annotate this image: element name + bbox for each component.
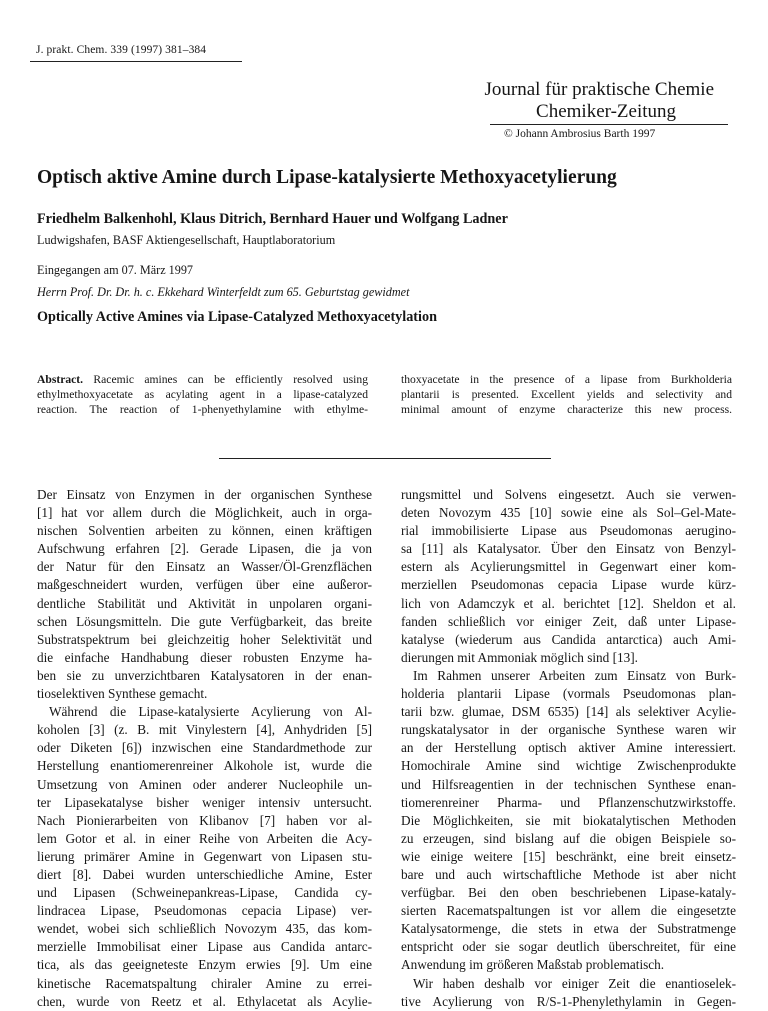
body-line: deten Novozym 435 [10] sowie eine als Sol–Gel-Mate- <box>401 505 736 521</box>
body-line: Aufschwung erfahren [2]. Gerade Lipasen, die ja von <box>37 541 372 557</box>
body-line: katalyse (wiederum aus Candida antarctica) auch Ami- <box>401 631 736 647</box>
affiliation: Ludwigshafen, BASF Aktiengesellschaft, Hauptlaboratorium <box>37 233 336 247</box>
body-line: holderia plantarii Lipase (vormals Pseudomonas plan- <box>401 686 736 702</box>
copyright-notice: © Johann Ambrosius Barth 1997 <box>504 128 656 140</box>
body-right-column <box>401 486 736 1011</box>
body-line: dentliche Stabilität und Aktivität in unpolaren organi- <box>37 595 372 611</box>
body-line: zu erzeugen, sind bislang auf die obigen Beispiele so- <box>401 830 736 846</box>
body-line: Nach Pionierarbeiten von Klibanov [7] haben vor al- <box>37 812 372 828</box>
body-line: kinetische Racematspaltung chiraler Amine zu errei- <box>37 975 372 991</box>
body-line: rungskatalysator in der organische Synthese waren wir <box>401 722 736 738</box>
body-line: ben sie zu unverzichtbaren Katalysatoren in der enan- <box>37 667 372 683</box>
body-line: Herstellung enantiomerenreiner Alkohole ist, wurde die <box>37 758 372 774</box>
body-line: Wir haben deshalb vor einiger Zeit die enantioselek- <box>413 975 736 991</box>
abstract-right-column <box>401 372 732 418</box>
abstract-line: thoxyacetate in the presence of a lipase from Burkholderia <box>401 373 732 386</box>
journal-name: Journal für praktische Chemie <box>484 79 714 100</box>
body-line: lich von Adamczyk et al. berichtet [12]. Sheldon et al. <box>401 595 736 611</box>
body-line: bare und auch wirtschaftliche Methode ist aber nicht <box>401 866 736 882</box>
body-line: tiomerenreiner Pharma- und Pflanzenschutzwirkstoffe. <box>401 794 736 810</box>
body-line: Die Möglichkeiten, sie mit biokatalytischen Methoden <box>401 812 736 828</box>
body-line: lem Gotor et al. in einer Reihe von Arbeiten die Acy- <box>37 830 372 846</box>
article-title: Optisch aktive Amine durch Lipase-katalysierte Methoxyacetylierung <box>37 167 617 188</box>
abstract-line: reaction. The reaction of 1-phenyethylamine with ethylme- <box>37 403 368 417</box>
body-line: sa [11] als Katalysator. Über den Einsatz von Benzyl- <box>401 541 736 557</box>
body-line: koholen [3] (z. B. mit Vinylestern [4], Anhydriden [5] <box>37 722 372 738</box>
body-left-column <box>37 486 372 1011</box>
abstract-line: ethylmethoxyacetate as acylating agent in a lipase-catalyzed <box>37 388 368 402</box>
body-line: wie einige weitere [15] beschränkt, eine breit einsetz- <box>401 848 736 864</box>
body-line: ter Lipasekatalyse bisher weniger intensiv untersucht. <box>37 794 372 810</box>
body-line: Katalysatormenge, die stets in etwa der Substratmenge <box>401 921 736 937</box>
body-line: Homochirale Amine sind wichtige Zwischenprodukte <box>401 758 736 774</box>
body-line: lindracea Lipase, Pseudomonas cepacia Lipase) ver- <box>37 903 372 919</box>
body-line: Substratspektrum bei gleichzeitig hoher Selektivität und <box>37 631 372 647</box>
body-line: Im Rahmen unserer Arbeiten zum Einsatz von Burk- <box>413 667 736 683</box>
body-line: entspricht oder sie sogar deutlich überschreitet, für eine <box>401 939 736 955</box>
body-line: merziellen Pseudomonas cepacia Lipase wurde kürz- <box>401 577 736 593</box>
journal-rule <box>490 124 728 125</box>
body-line: lierung primärer Amine in Gegenwart von Lipasen stu- <box>37 848 372 864</box>
abstract-left-column <box>37 372 368 418</box>
body-line: wendet, wobei sich schließlich Novozym 435, das kom- <box>37 921 372 937</box>
body-line: estern als Acylierungsmittel in Gegenwart einer kom- <box>401 559 736 575</box>
journal-subtitle: Chemiker-Zeitung <box>536 101 676 122</box>
body-line: tive Acylierung von R/S-1-Phenylethylamin in Gegen- <box>401 993 736 1009</box>
body-line: und Hilfsreagentien in der technischen Synthese enan- <box>401 776 736 792</box>
body-line: der Natur für den Einsatz an Wasser/Öl-Grenzflächen <box>37 559 372 575</box>
body-line: tarii bzw. glumae, DSM 6535) [14] als selektiver Acylie- <box>401 704 736 720</box>
body-line: sierten Racematspaltungen ist vor allem die eingesetzte <box>401 903 736 919</box>
body-line: merzielle Immobilisat einer Lipase aus Candida antarc- <box>37 939 372 955</box>
body-line: die einfache Handhabung dieser robusten Enzyme ha- <box>37 649 372 665</box>
body-line: und Lipasen (Schweinepankreas-Lipase, Candida cy- <box>37 885 372 901</box>
body-line: rungsmittel und Solvens eingesetzt. Auch sie verwen- <box>401 487 736 502</box>
journal-citation: J. prakt. Chem. 339 (1997) 381–384 <box>36 44 207 56</box>
received-date: Eingegangen am 07. März 1997 <box>37 263 194 277</box>
body-line: chen, wurde von Reetz et al. Ethylacetat als Acylie- <box>37 993 372 1009</box>
body-line: fanden schließlich vor einiger Zeit, daß unter Lipase- <box>401 613 736 629</box>
abstract-line: Abstract. Racemic amines can be efficiently resolved using <box>37 373 368 386</box>
body-line: Der Einsatz von Enzymen in der organischen Synthese <box>37 487 372 502</box>
body-line: Umsetzung von Aminen oder anderer Nucleophile un- <box>37 776 372 792</box>
abstract-line: minimal amount of enzyme characterize this new process. <box>401 403 732 417</box>
english-title: Optically Active Amines via Lipase-Catalyzed Methoxyacetylation <box>37 309 437 325</box>
citation-rule <box>30 61 242 62</box>
dedication: Herrn Prof. Dr. Dr. h. c. Ekkehard Winterfeldt zum 65. Geburtstag gewidmet <box>37 285 410 299</box>
body-line: dierungen mit Ammoniak möglich sind [13]. <box>401 649 638 665</box>
abstract-line: plantarii is presented. Excellent yields and selectivity and <box>401 388 732 402</box>
body-line: tioselektiven Synthese gemacht. <box>37 686 208 702</box>
section-divider <box>219 458 551 459</box>
body-line: oder Diketen [6]) inzwischen eine Standardmethode zur <box>37 740 372 756</box>
body-line: diert [8]. Dabei wurden unterschiedliche Amine, Ester <box>37 866 372 882</box>
abstract-label: Abstract. <box>37 373 84 386</box>
body-line: verfügbar. Bei den oben beschriebenen Lipase-kataly- <box>401 885 736 901</box>
body-line: schen Lösungsmitteln. Die gute Verfügbarkeit, das breite <box>37 613 372 629</box>
author-list: Friedhelm Balkenhohl, Klaus Ditrich, Bernhard Hauer und Wolfgang Ladner <box>37 211 508 227</box>
body-line: Anwendung im größeren Maßstab problematisch. <box>401 957 665 973</box>
body-line: tica, als das geeigneteste Enzym erwies [9]. Um eine <box>37 957 372 973</box>
body-line: rial immobilisierte Lipase aus Pseudomonas aerugino- <box>401 523 736 539</box>
body-line: [1] hat vor allem durch die Möglichkeit, auch in orga- <box>37 505 372 521</box>
body-line: maßgeschneidert wurden, verfügen über eine außeror- <box>37 577 372 593</box>
body-line: an der Herstellung optisch aktiver Amine interessiert. <box>401 740 736 756</box>
body-line: Während die Lipase-katalysierte Acylierung von Al- <box>49 704 372 720</box>
body-line: nischen Solventien arbeiten zu können, einen kräftigen <box>37 523 372 539</box>
